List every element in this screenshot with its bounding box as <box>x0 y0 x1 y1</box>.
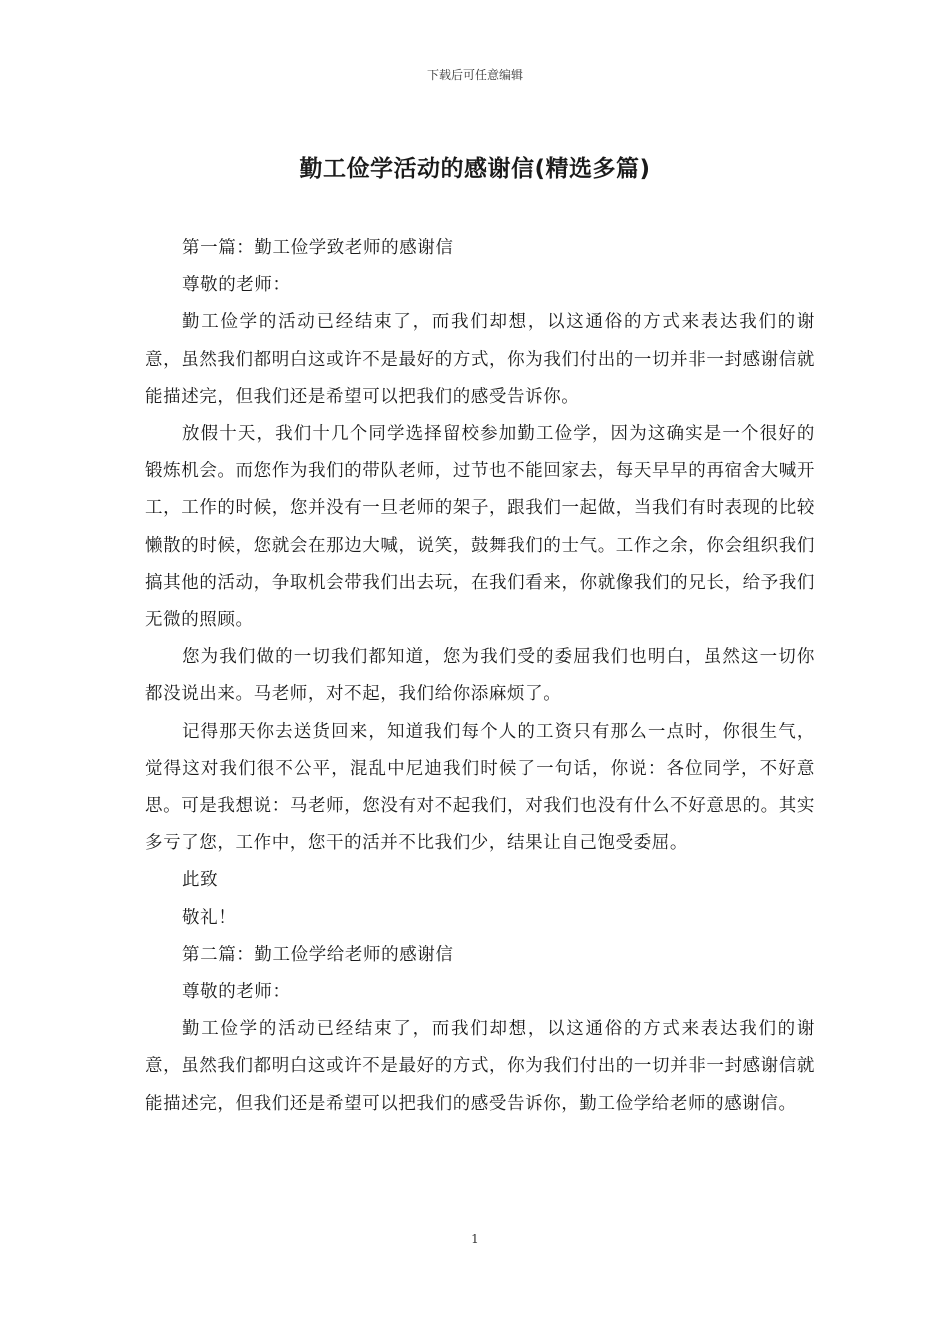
body-paragraph: 您为我们做的一切我们都知道，您为我们受的委屈我们也明白，虽然这一切你都没说出来。马老师，对不起，我们给你添麻烦了。 <box>145 647 815 705</box>
body-paragraph: 勤工俭学的活动已经结束了，而我们却想，以这通俗的方式来表达我们的谢意，虽然我们都明白这或许不是最好的方式，你为我们付出的一切并非一封感谢信就能描述完，但我们还是希望可以把我们的感受告诉你。 <box>145 312 815 407</box>
section-heading-1: 第一篇：勤工俭学致老师的感谢信 <box>182 238 454 258</box>
salutation-1: 尊敬的老师： <box>182 275 291 296</box>
body-paragraph: 勤工俭学的活动已经结束了，而我们却想，以这通俗的方式来表达我们的谢意，虽然我们都明白这或许不是最好的方式，你为我们付出的一切并非一封感谢信就能描述完，但我们还是希望可以把我们的感受告诉你，勤工俭学给老师的感谢信。 <box>145 1019 815 1114</box>
document-title: 勤工俭学活动的感谢信(精选多篇) <box>299 156 651 182</box>
closing-line: 此致 <box>182 870 219 891</box>
body-paragraph: 放假十天，我们十几个同学选择留校参加勤工俭学，因为这确实是一个很好的锻炼机会。而您作为我们的带队老师，过节也不能回家去，每天早早的再宿舍大喊开工，工作的时候，您并没有一旦老师的架子，跟我们一起做，当我们有时表现的比较懒散的时候，您就会在那边大喊，说笑，鼓舞我们的士气。工作之余，你会组织我们搞其他的活动，争取机会带我们出去玩，在我们看来，你就像我们的兄长，给予我们无微的照顾。 <box>145 424 815 631</box>
header-note: 下载后可任意编辑 <box>426 68 523 82</box>
salutation-2: 尊敬的老师： <box>182 982 291 1003</box>
document-body <box>145 230 815 1123</box>
page-number: 1 <box>471 1232 479 1246</box>
closing-regards: 敬礼！ <box>182 907 237 928</box>
section-heading-2: 第二篇：勤工俭学给老师的感谢信 <box>182 944 454 965</box>
body-paragraph: 记得那天你去送货回来，知道我们每个人的工资只有那么一点时，你很生气，觉得这对我们很不公平，混乱中尼迪我们时候了一句话，你说：各位同学，不好意思。可是我想说：马老师，您没有对不起我们，对我们也没有什么不好意思的。其实多亏了您，工作中，您干的活并不比我们少，结果让自己饱受委屈。 <box>145 721 815 854</box>
